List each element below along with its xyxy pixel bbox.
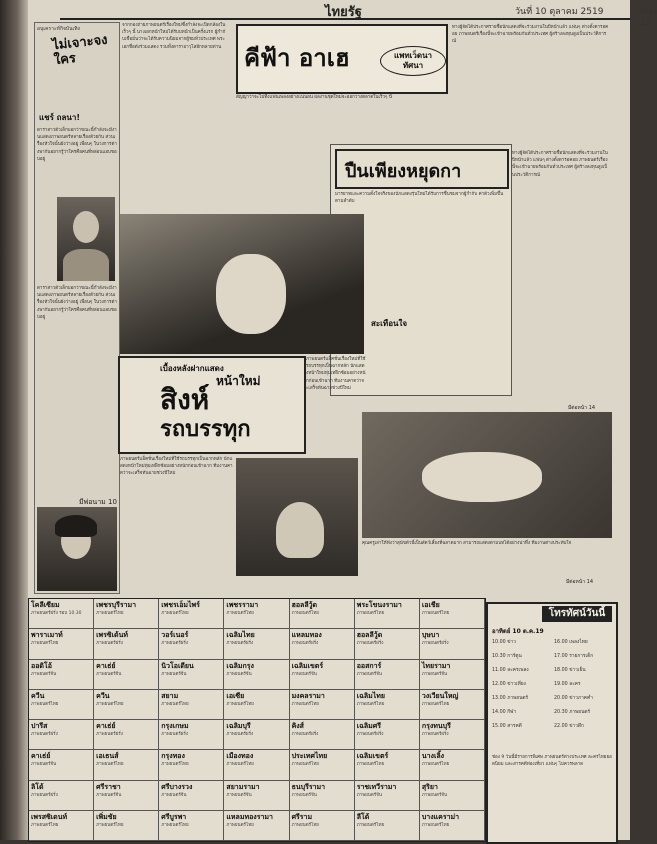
puenpian-footer: สะเทือนใจ xyxy=(371,319,408,328)
cinema-program: ภาพยนตร์ไทย xyxy=(356,701,385,707)
cinema-name: เพรสซิเดนท์ xyxy=(31,812,68,821)
cinema-cell xyxy=(290,660,355,690)
cinema-cell xyxy=(420,660,485,690)
cinema-program: ภาพยนตร์ฝรั่ง xyxy=(226,641,254,647)
cinema-cell xyxy=(94,629,159,659)
cinema-program: ภาพยนตร์ไทย xyxy=(226,762,254,768)
feature-heading xyxy=(118,356,306,454)
cinema-name: สยาม xyxy=(161,691,179,700)
cinema-name: ควีน xyxy=(31,691,45,700)
cinema-program: ภาพยนตร์ฝรั่ง xyxy=(31,732,58,737)
cinema-program: ภาพยนตร์ไทย xyxy=(226,701,254,707)
cinema-program: ภาพยนตร์ไทย xyxy=(96,762,124,768)
cinema-program: ภาพยนตร์ไทย xyxy=(161,701,189,707)
cinema-cell xyxy=(29,599,94,629)
cinema-cell xyxy=(420,781,485,811)
cinema-name: ศรีบูรพา xyxy=(161,812,187,821)
cinema-program: ภาพยนตร์ไทย xyxy=(356,611,385,616)
tv-schedule-row: 13.00 ภาพยนตร์ xyxy=(492,696,529,701)
cinema-name: เอเธนส์ xyxy=(96,752,119,761)
cinema-cell xyxy=(29,660,94,690)
cinema-cell xyxy=(290,690,355,720)
cinema-program: ภาพยนตร์ไทย xyxy=(226,822,254,828)
cinema-name: คาเธ่ย์ xyxy=(96,722,116,730)
left-body-1: ดาราสาวตัวเล็กบอกว่าขณะนี้กำลังจะมีงานแสดงภาพยนตร์หลายเรื่องด้วยกัน ส่วนเรื่องหัวใจนั้นยังว่างอยู่ เพื่อนๆ ในวงการต่างพากันอยากรู้ว่าใครคือคนที่หล่อนแอบชอบอยู่ xyxy=(37,128,117,162)
cinema-program: ภาพยนตร์ฝรั่ง xyxy=(291,732,319,737)
tv-schedule-row: 14.00 กีฬา xyxy=(492,710,517,715)
cinema-cell xyxy=(224,750,289,780)
tv-heading: โทรทัศน์วันนี้ xyxy=(542,606,612,622)
cinema-name: โคลีเซียม xyxy=(31,601,60,609)
cinema-cell xyxy=(94,811,159,841)
left-tagline: อนุเคราะห์กิจบันเทิง xyxy=(37,26,80,32)
cinema-cell xyxy=(159,629,224,659)
cinema-cell xyxy=(94,660,159,690)
cinema-cell xyxy=(355,660,420,690)
cinema-name: นางเลิ้ง xyxy=(421,752,445,761)
cinema-program: ภาพยนตร์ฝรั่ง xyxy=(226,732,254,737)
cinema-name: เพิ่มชัย xyxy=(96,812,117,821)
tv-schedule-row: 22.00 ข่าวดึก xyxy=(554,724,584,729)
cinema-cell xyxy=(29,720,94,750)
cinema-cell xyxy=(29,811,94,841)
cinema-cell xyxy=(29,750,94,780)
byline: แชร์ ถลนา! xyxy=(39,113,81,122)
cinema-program: ภาพยนตร์ฝรั่ง xyxy=(96,732,123,737)
cinema-name: แหลมทอง xyxy=(291,631,322,640)
puenpian-body: มารยาทและความตั้งใจจริงของนักแสดงรุ่นใหม่ได้รับการชื่นชมจากผู้กำกับ ค่าตัวเพิ่มขึ้นตามลำดับ xyxy=(335,192,504,205)
cinema-program: ภาพยนตร์ไทย xyxy=(291,762,319,768)
cinema-name: พาราเมาท์ xyxy=(31,631,63,640)
cinema-name: ฮอลลีวู้ด xyxy=(356,631,383,640)
cinema-program: ภาพยนตร์ไทย xyxy=(421,762,450,768)
cinema-name: ควีน xyxy=(96,691,110,700)
cinema-cell xyxy=(159,750,224,780)
cinema-program: ภาพยนตร์ไทย xyxy=(31,701,59,707)
dog-story-text: คุณครูเล่าให้ฟังว่าสุนัขตัวนี้เป็นสัตว์เลี้ยงที่ฉลาดมาก สามารถแสดงตามบทได้อย่างน่าทึ่ง ทีมงานต่างประทับใจ xyxy=(362,541,572,546)
cinema-name: เฉลิมไทย xyxy=(226,631,255,640)
cinema-name: คาเธ่ย์ xyxy=(31,752,51,761)
cinema-program: ภาพยนตร์จีน xyxy=(96,671,122,677)
feature-kicker: เบื้องหลังฝากแสดง xyxy=(160,364,224,373)
cinema-cell xyxy=(420,750,485,780)
cinema-cell xyxy=(224,690,289,720)
cinema-cell xyxy=(290,720,355,750)
cinema-cell xyxy=(355,750,420,780)
cinema-cell xyxy=(224,811,289,841)
cinema-program: ภาพยนตร์ไทย xyxy=(356,762,385,768)
feature-side-text: ภาพยนตร์แอ็คชั่นเรื่องใหม่ที่ใช้รถบรรทุกเป็นฉากหลัก นักแสดงหน้าใหม่ทุ่มเทฝึกซ้อมอย่างหนักก่อนเข้าฉาก ทีมงานคาดว่าจะเสร็จทันฉายช่วงปีใหม่ xyxy=(306,357,366,391)
tv-date: อาทิตย์ 10 ต.ค.19 xyxy=(492,628,544,635)
dog-photo xyxy=(236,458,358,576)
tv-schedule-row: 18.00 ข่าวเย็น xyxy=(554,668,586,673)
cinema-program: ภาพยนตร์ฝรั่ง xyxy=(291,641,319,647)
feature-body: ภาพยนตร์แอ็คชั่นเรื่องใหม่ที่ใช้รถบรรทุกเป็นฉากหลัก นักแสดงหน้าใหม่ทุ่มเทฝึกซ้อมอย่างหนักก่อนเข้าฉาก ทีมงานคาดว่าจะเสร็จทันฉายช่วงปีใหม่ xyxy=(120,457,233,477)
cinema-program: ภาพยนตร์ฝรั่ง xyxy=(161,732,189,737)
cinema-name: ออสการ์ xyxy=(356,661,382,670)
right-top-text: ทางผู้จัดได้ประกาศรายชื่อนักแสดงที่จะร่วมงานในปีหน้าแล้ว แฟนๆ ต่างตั้งตารอคอย ภาพยนตร์เรื่องนี้จะเข้าฉายพร้อมกันทั่วประเทศ ผู้สร้างลงทุนสูงเป็นประวัติการณ์ xyxy=(452,25,609,45)
cinema-cell xyxy=(159,811,224,841)
puenpian-heading xyxy=(335,149,509,189)
lying-dog-figure xyxy=(422,452,542,502)
cinema-program: ภาพยนตร์ไทย xyxy=(161,611,189,616)
feature-title-3: รถบรรทุก xyxy=(160,416,251,442)
cinema-name: ศรีราม xyxy=(291,812,313,821)
cinema-cell xyxy=(420,690,485,720)
cinema-program: ภาพยนตร์จีน xyxy=(161,792,187,798)
tv-schedule-row: 20.30 ภาพยนตร์ xyxy=(554,710,591,715)
cinema-program: ภาพยนตร์ไทย xyxy=(96,701,124,707)
kheefah-body: สัญญาว่าจะไม่ทิ้งแฟนเพลงอย่างแน่นอน ผลงานชุดใหม่จะออกวางตลาดในเร็วๆ นี้ xyxy=(236,95,392,100)
cinema-name: ลีโด้ xyxy=(356,812,370,821)
feature-title-1: หน้าใหม่ xyxy=(216,374,261,388)
cinema-cell xyxy=(94,750,159,780)
page-number: หน้า 13 xyxy=(640,7,657,28)
cinema-name: เฉลิมบุรี xyxy=(226,722,251,730)
actress-photo-1 xyxy=(57,197,115,281)
cinema-name: คิงส์ xyxy=(291,722,304,730)
dog-figure xyxy=(276,502,324,558)
cinema-cell xyxy=(94,599,159,629)
column2-text: จากกองถ่ายภาพยนตร์เรื่องใหม่ซึ่งกำลังจะเปิดกล้องในเร็วๆ นี้ นางเอกหน้าใหม่ได้รับบทนำเป็นครั้งแรก ผู้กำกับเชื่อมั่นว่าจะได้รับความนิยมจากผู้ชมทั่วประเทศ พระเอกชื่อดังร่วมแสดง รวมทั้งดาราอาวุโสอีกหลายท่าน xyxy=(122,23,226,50)
cinema-program: ภาพยนตร์ไทย xyxy=(421,822,450,828)
lead-photo xyxy=(120,214,364,354)
cinema-name: ไทยรามา xyxy=(421,661,451,670)
tv-body: ช่อง 9 วันนี้มีรายการพิเศษ ภาพยนตร์ต่างประเทศ ละครไทยยอดนิยม และสารคดีท่องเที่ยว แฟนๆ ไม่ควรพลาด xyxy=(492,755,612,768)
cinema-cell xyxy=(29,781,94,811)
tv-schedule-row: 20.00 ข่าวภาคค่ำ xyxy=(554,696,593,701)
cinema-cell xyxy=(159,690,224,720)
cinema-name: เอเชีย xyxy=(421,601,440,609)
cinema-cell xyxy=(159,720,224,750)
cinema-cell xyxy=(420,599,485,629)
column-logo: ไม่เจาะจงใคร xyxy=(51,32,109,69)
cinema-cell xyxy=(355,690,420,720)
cinema-program: ภาพยนตร์ฝรั่ง xyxy=(161,641,189,647)
cinema-cell xyxy=(159,781,224,811)
cinema-cell xyxy=(29,690,94,720)
cinema-cell xyxy=(94,720,159,750)
cinema-cell xyxy=(94,781,159,811)
cinema-program: ภาพยนตร์ไทย xyxy=(161,762,189,768)
tv-listings xyxy=(486,602,618,844)
cinema-cell xyxy=(224,781,289,811)
cinema-program: ภาพยนตร์ไทย xyxy=(226,611,254,616)
cinema-program: ภาพยนตร์ไทย xyxy=(31,822,59,828)
cinema-name: เฉลิมกรุง xyxy=(226,661,254,670)
cinema-name: กรุงเกษม xyxy=(161,722,189,730)
cinema-program: ภาพยนตร์ฝรั่ง xyxy=(421,732,449,737)
cinema-name: วอร์เนอร์ xyxy=(161,631,189,640)
cinema-name: เพชรเอ็มไพร์ xyxy=(161,601,200,609)
cinema-program: ภาพยนตร์จีน xyxy=(226,792,252,798)
kheefah-heading xyxy=(236,24,448,94)
cinema-cell xyxy=(290,599,355,629)
cinema-name: เฉลิมไทย xyxy=(356,691,386,700)
cinema-name: มงคลรามา xyxy=(291,691,325,700)
cinema-name: ลิโด้ xyxy=(31,782,44,791)
cinema-cell xyxy=(224,599,289,629)
cinema-cell xyxy=(224,720,289,750)
cinema-program: ภาพยนตร์ไทย xyxy=(96,611,124,616)
cinema-cell xyxy=(290,750,355,780)
cinema-name: สุริยา xyxy=(421,782,438,791)
cinema-name: คาเธ่ย์ xyxy=(96,661,116,670)
cinema-cell xyxy=(290,781,355,811)
cinema-name: ออดิโอ้ xyxy=(31,661,52,670)
cinema-name: แหลมทองรามา xyxy=(226,812,273,821)
cinema-program: ภาพยนตร์ไทย xyxy=(31,641,59,647)
cinema-program: ภาพยนตร์จีน xyxy=(31,671,57,677)
right-mid-text: ทางผู้จัดได้ประกาศรายชื่อนักแสดงที่จะร่วมงานในปีหน้าแล้ว แฟนๆ ต่างตั้งตารอคอย ภาพยนตร์เรื่องนี้จะเข้าฉายพร้อมกันทั่วประเทศ ผู้สร้างลงทุนสูงเป็นประวัติการณ์ xyxy=(512,151,608,178)
feature-title-2: สิงห์ xyxy=(160,383,210,416)
cinema-program: ภาพยนตร์ฝรั่ง xyxy=(31,792,58,798)
cinema-program: ภาพยนตร์ไทย xyxy=(421,701,450,707)
cinema-program: ภาพยนตร์จีน xyxy=(291,792,317,798)
cinema-name: ประเทศไทย xyxy=(291,752,328,761)
tv-schedule-row: 16.00 เพลงไทย xyxy=(554,640,588,645)
cinema-cell xyxy=(224,660,289,690)
cinema-name: ศรีบางรวง xyxy=(161,782,193,791)
cinema-program: ภาพยนตร์จีน xyxy=(421,671,448,677)
continued-note: มีพ่อนาม 10 xyxy=(79,498,117,506)
cinema-cell xyxy=(420,811,485,841)
header-date: วันที่ 10 ตุลาคม 2519 xyxy=(515,7,604,17)
lying-dog-photo xyxy=(362,412,612,538)
cinema-name: สยามรามา xyxy=(226,782,260,791)
cinema-program: ภาพยนตร์ไทย xyxy=(291,701,319,707)
masthead: ไทยรัฐ xyxy=(325,5,362,20)
portrait-hair xyxy=(55,515,97,537)
cinema-cell xyxy=(94,690,159,720)
cinema-program: ภาพยนตร์ฝรั่ง xyxy=(421,641,449,647)
dog-continued-note: มีต่อหน้า 14 xyxy=(566,579,594,585)
cinema-name: ปารีส xyxy=(31,722,48,730)
cinema-name: เพรซิเด้นท์ xyxy=(96,631,128,640)
tv-schedule-row: 12.00 ข่าวเที่ยง xyxy=(492,682,526,687)
portrait-body xyxy=(63,249,109,281)
cinema-cell xyxy=(159,660,224,690)
cinema-cell xyxy=(355,781,420,811)
cinema-cell xyxy=(29,629,94,659)
cinema-cell xyxy=(420,720,485,750)
cinema-program: ภาพยนตร์จีน xyxy=(31,762,57,768)
cinema-program: ภาพยนตร์ไทย xyxy=(291,611,319,616)
page-binding xyxy=(0,0,28,840)
tv-schedule-row: 15.00 สารคดี xyxy=(492,724,522,729)
cinema-name: กรุงทนบุรี xyxy=(421,722,451,730)
kheefah-title: คีฟ้า อาเฮ xyxy=(244,43,350,72)
cinema-name: เอเซีย xyxy=(226,691,245,700)
cinema-name: เพชรรามา xyxy=(226,601,259,609)
right-continued-note: มีต่อหน้า 14 xyxy=(568,405,596,411)
cinema-cell xyxy=(290,629,355,659)
cinema-program: ภาพยนตร์จีน xyxy=(356,671,382,677)
cinema-program: ภาพยนตร์ไทย xyxy=(291,822,319,828)
cinema-program: ภาพยนตร์จีน xyxy=(226,671,252,677)
cinema-program: ภาพยนตร์ฝรั่ง xyxy=(356,641,384,647)
cinema-program: ภาพยนตร์ไทย xyxy=(96,822,124,828)
photo-figure xyxy=(216,254,286,334)
cinema-program: ภาพยนตร์ไทย xyxy=(356,822,385,828)
cinema-name: ฮอลลีวู้ด xyxy=(291,601,318,609)
cinema-program: ภาพยนตร์ฝรั่ง รอบ 10.30 xyxy=(31,611,82,616)
tv-schedule-row: 10.30 การ์ตูน xyxy=(492,654,522,659)
page-header xyxy=(60,0,657,28)
cinema-cell xyxy=(355,811,420,841)
cinema-program: ภาพยนตร์จีน xyxy=(421,792,448,798)
cinema-cell xyxy=(420,629,485,659)
cinema-program: ภาพยนตร์จีน xyxy=(161,671,187,677)
cinema-name: เฉลิมเขตร์ xyxy=(356,752,389,761)
cinema-program: ภาพยนตร์จีน xyxy=(291,671,317,677)
cinema-name: ราชเทวีรามา xyxy=(356,782,397,791)
tv-schedule-row: 17.00 รายการเด็ก xyxy=(554,654,594,659)
cinema-program: ภาพยนตร์ฝรั่ง xyxy=(356,732,384,737)
cinema-name: เฉลิมศรี xyxy=(356,722,381,730)
tv-schedule-row: 11.00 ละครเพลง xyxy=(492,668,529,673)
cinema-name: ศรีราชา xyxy=(96,782,121,791)
cinema-name: บุษบา xyxy=(421,631,440,640)
cinema-program: ภาพยนตร์จีน xyxy=(96,792,122,798)
cinema-program: ภาพยนตร์ไทย xyxy=(421,611,450,616)
cinema-listings xyxy=(28,598,486,842)
cinema-cell xyxy=(355,629,420,659)
cinema-name: เมืองทอง xyxy=(226,752,254,761)
cinema-name: พระโขนงรามา xyxy=(356,601,402,609)
kheefah-subtitle: แพทเว็ดนา ทัศนา xyxy=(380,46,446,76)
left-column xyxy=(34,22,120,594)
cinema-name: วงเวียนใหญ่ xyxy=(421,691,459,700)
cinema-program: ภาพยนตร์ฝรั่ง xyxy=(96,641,123,647)
actress-photo-2 xyxy=(37,507,117,591)
cinema-cell xyxy=(290,811,355,841)
cinema-cell xyxy=(159,599,224,629)
cinema-name: เพชรบุรีรามา xyxy=(96,601,137,609)
tv-schedule-row: 19.00 ละคร xyxy=(554,682,581,687)
puenpian-title: ปืนเพียงหยุดกา xyxy=(345,161,462,182)
cinema-cell xyxy=(355,599,420,629)
cinema-cell xyxy=(355,720,420,750)
left-body-2: ดาราสาวตัวเล็กบอกว่าขณะนี้กำลังจะมีงานแสดงภาพยนตร์หลายเรื่องด้วยกัน ส่วนเรื่องหัวใจนั้นยังว่างอยู่ เพื่อนๆ ในวงการต่างพากันอยากรู้ว่าใครคือคนที่หล่อนแอบชอบอยู่ xyxy=(37,286,117,320)
cinema-name: ธนบุรีรามา xyxy=(291,782,326,791)
tv-schedule-row: 10.00 ข่าว xyxy=(492,640,516,645)
portrait-face xyxy=(73,211,99,243)
cinema-cell xyxy=(224,629,289,659)
cinema-name: เฉลิมเขตร์ xyxy=(291,661,324,670)
cinema-program: ภาพยนตร์ไทย xyxy=(161,822,189,828)
cinema-program: ภาพยนตร์จีน xyxy=(356,792,382,798)
cinema-name: บางแคราม่า xyxy=(421,812,460,821)
cinema-name: นิวโอเดียน xyxy=(161,661,194,670)
cinema-name: กรุงทอง xyxy=(161,752,185,761)
